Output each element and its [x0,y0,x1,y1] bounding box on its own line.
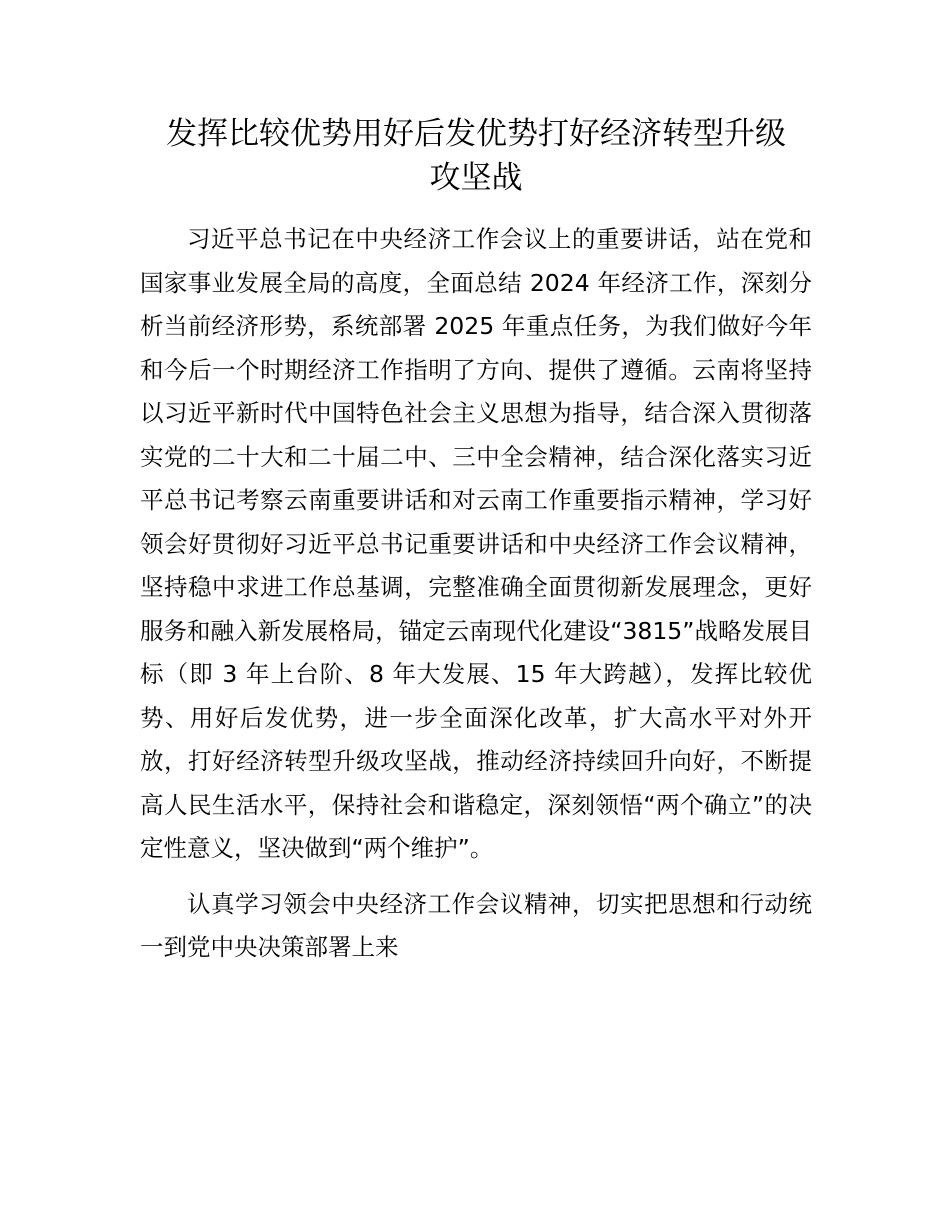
document-title [140,112,812,200]
body-paragraph-2: 认真学习领会中央经济工作会议精神，切实把思想和行动统一到党中央决策部署上来 [140,889,812,961]
body-paragraph-1: 习近平总书记在中央经济工作会议上的重要讲话，站在党和国家事业发展全局的高度，全面总结 2024 年经济工作，深刻分析当前经济形势，系统部署 2025 年重点任务，为我们做好今年和今后一个时期经济工作指明了方向、提供了遵循。云南将坚持以习近平新时代中国特色社会主义思想为指导，结合深入贯彻落实党的二十大和二十届二中、三中全会精神，结合深化落实习近平总书记考察云南重要讲话和对云南工作重要指示精神，学习好领会好贯彻好习近平总书记重要讲话和中央经济工作会议精神，坚持稳中求进工作总基调，完整准确全面贯彻新发展理念，更好服务和融入新发展格局，锚定云南现代化建设“3815”战略发展目标（即 3 年上台阶、8 年大发展、15 年大跨越），发挥比较优势、用好后发优势，进一步全面深化改革，扩大高水平对外开放，打好经济转型升级攻坚战，推动经济持续回升向好，不断提高人民生活水平，保持社会和谐稳定，深刻领悟“两个确立”的决定性意义，坚决做到“两个维护”。 [140,225,812,862]
document-page [140,112,812,970]
title-line-1: 发挥比较优势用好后发优势打好经济转型升级 [166,116,786,152]
title-line-2: 攻坚战 [429,160,523,196]
